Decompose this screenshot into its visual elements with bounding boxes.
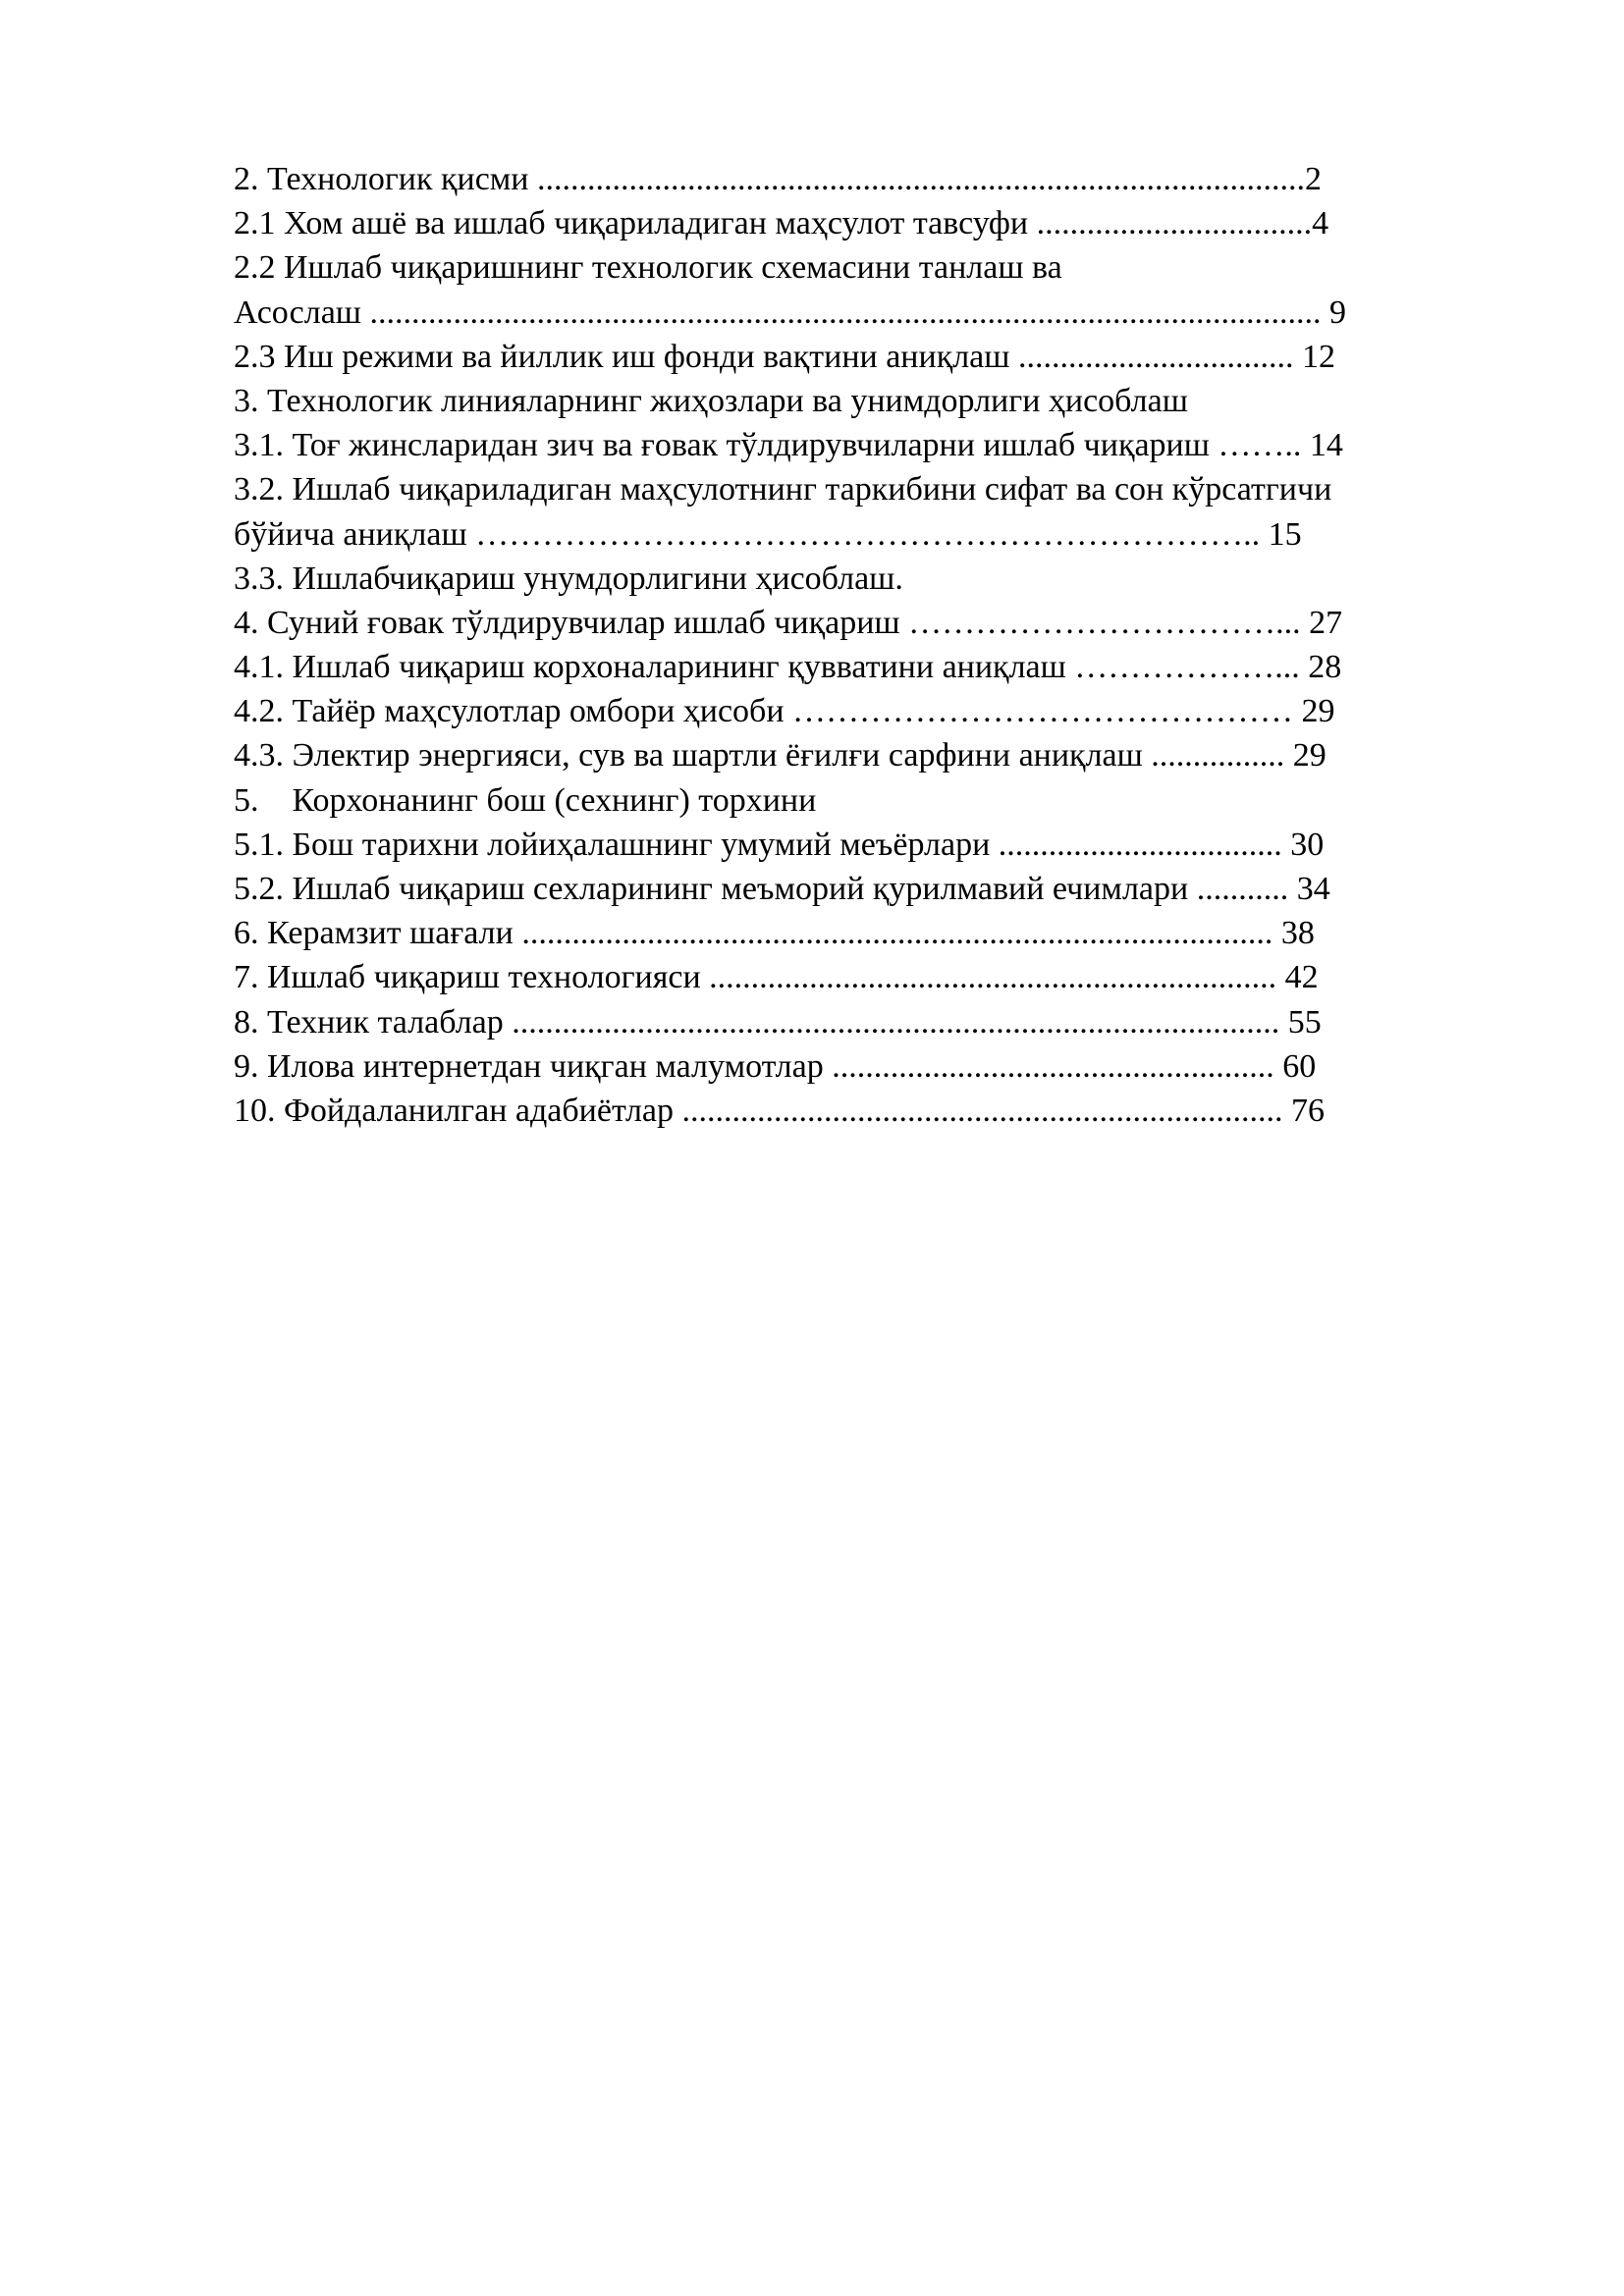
toc-entry: 8. Техник талаблар ............................................................................................ 55 <box>234 1003 1322 1041</box>
toc-entry: 4.1. Ишлаб чиқариш корхоналарининг қувватини аниқлаш ………………... 28 <box>234 649 1342 686</box>
toc-entry: 5.2. Ишлаб чиқариш сехларининг меъморий қурилмавий ечимлари ........... 34 <box>234 871 1330 907</box>
toc-entry: 3.3. Ишлабчиқариш унумдорлигини ҳисоблаш. <box>234 560 903 597</box>
toc-entry: 9. Илова интернетдан чиқган малумотлар ..................................................... 60 <box>234 1047 1317 1085</box>
toc-entry: 7. Ишлаб чиқариш технологияси .................................................................... 42 <box>234 959 1319 996</box>
toc-entry: 3. Технологик линияларнинг жиҳозлари ва унимдорлиги ҳисоблаш <box>234 382 1188 419</box>
toc-entry: 4.2. Тайёр маҳсулотлар омбори ҳисоби ……………………………………… 29 <box>234 693 1335 730</box>
toc-entry: 6. Керамзит шағали .......................................................................................... 38 <box>234 915 1315 952</box>
toc-entry: 5. Корхонанинг бош (сехнинг) торхини <box>234 781 817 819</box>
toc-entry: 10. Фойдаланилган адабиётлар ........................................................................ 76 <box>234 1092 1326 1129</box>
toc-entry: 2.3 Иш режими ва йиллик иш фонди вақтини аниқлаш ................................. 12 <box>234 338 1335 375</box>
toc-entry: бўйича аниқлаш …………………………………………………………….. 15 <box>234 515 1302 553</box>
toc-entry: 2.1 Хом ашё ва ишлаб чиқариладиган маҳсулот тавсуфи .................................4 <box>234 205 1329 242</box>
toc-entry: 4.3. Электир энергияси, сув ва шартли ёғилғи сарфини аниқлаш ................ 29 <box>234 737 1326 774</box>
table-of-contents <box>234 157 1520 1133</box>
toc-entry: 2.2 Ишлаб чиқаришнинг технологик схемасини танлаш ва <box>234 249 1062 287</box>
toc-entry: Асослаш .................................................................................................................. 9 <box>234 294 1346 331</box>
toc-entry: 3.1. Тоғ жинсларидан зич ва ғовак тўлдирувчиларни ишлаб чиқариш …….. 14 <box>234 427 1343 464</box>
toc-entry: 5.1. Бош тарихни лойиҳалашнинг умумий меъёрлари .................................. 30 <box>234 826 1325 863</box>
toc-entry: 4. Суний ғовак тўлдирувчилар ишлаб чиқариш ……………………………... 27 <box>234 604 1343 641</box>
toc-entry: 3.2. Ишлаб чиқариладиган маҳсулотнинг таркибини сифат ва сон кўрсатгичи <box>234 471 1332 508</box>
toc-entry: 2. Технологик қисми ............................................................................................2 <box>234 161 1323 197</box>
